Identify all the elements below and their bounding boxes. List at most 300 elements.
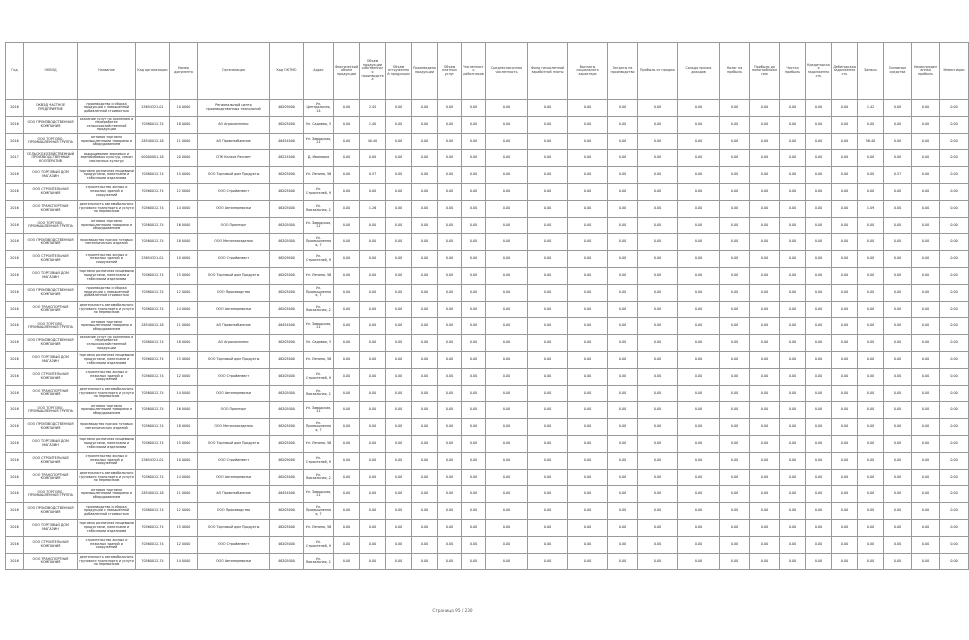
table-cell: 0.00 <box>750 116 780 133</box>
table-cell: 0.00 <box>806 167 832 184</box>
table-cell: ООО ПРОИЗВОДСТВЕННАЯ КОМПАНИЯ <box>24 335 78 352</box>
table-cell: 0.00 <box>832 419 858 436</box>
table-cell: 0.00 <box>832 368 858 385</box>
table-cell: 70560012-74 <box>136 469 170 486</box>
table-cell: 0.00 <box>334 486 360 503</box>
table-cell: 12 0000 <box>170 368 198 385</box>
table-cell: 46454000 <box>270 486 304 503</box>
table-cell: 16 0000 <box>170 402 198 419</box>
table-cell: деятельность автомобильного грузового транспорта и услуги по перевозкам <box>78 469 136 486</box>
table-cell: 0.00 <box>568 200 608 217</box>
table-cell: 0.00 <box>386 116 412 133</box>
table-cell: 0.00 <box>720 301 750 318</box>
table-cell: 0.00 <box>438 284 462 301</box>
table-cell: 46205000 <box>270 335 304 352</box>
table-cell: 0.00 <box>720 469 750 486</box>
table-cell: Ул. Заводская, 21 <box>304 486 334 503</box>
table-cell: 0.00 <box>832 150 858 167</box>
table-cell: ООО Промторг <box>198 402 270 419</box>
table-cell: 0.00 <box>438 100 462 117</box>
table-cell: 0.00 <box>568 452 608 469</box>
table-cell: 0.00 <box>608 368 638 385</box>
table-cell: 0.00 <box>912 301 940 318</box>
table-cell: 0.00 <box>438 368 462 385</box>
table-cell: 0.00 <box>780 503 806 520</box>
table-cell: 0.00 <box>940 335 969 352</box>
table-cell: 0.00 <box>858 116 884 133</box>
table-cell: 0.00 <box>568 251 608 268</box>
table-cell: ООО Автоперевозки <box>198 385 270 402</box>
table-cell: 0.00 <box>912 100 940 117</box>
table-cell: 0.00 <box>806 385 832 402</box>
table-cell: 0.00 <box>334 217 360 234</box>
table-cell: 0.00 <box>638 486 678 503</box>
table-cell: 0.00 <box>386 234 412 251</box>
table-cell: 0.00 <box>912 251 940 268</box>
table-cell: 0.00 <box>750 519 780 536</box>
table-cell: Региональный центр производственных технологий <box>198 100 270 117</box>
table-cell: 0.00 <box>412 133 438 150</box>
table-cell: 0.00 <box>334 167 360 184</box>
table-cell: 0.00 <box>528 100 568 117</box>
table-cell: 46209000 <box>270 251 304 268</box>
table-cell: 0.00 <box>608 385 638 402</box>
table-row <box>6 503 969 520</box>
table-cell: 0.00 <box>678 368 720 385</box>
table-cell: 70560012-74 <box>136 368 170 385</box>
table-cell: 0.00 <box>360 301 386 318</box>
table-cell: 18 0000 <box>170 116 198 133</box>
table-cell: 0.00 <box>486 435 528 452</box>
table-cell: 0.00 <box>720 100 750 117</box>
table-cell: ООО ТОРГОВО-ПРОМЫШЛЕННАЯ ГРУППА <box>24 217 78 234</box>
column-header: Номер документа <box>170 43 198 100</box>
table-cell: 46205000 <box>270 419 304 436</box>
table-cell: 0.00 <box>750 284 780 301</box>
table-cell: 0.00 <box>568 486 608 503</box>
table-cell: 0.00 <box>940 452 969 469</box>
table-cell: 0.00 <box>386 435 412 452</box>
table-cell: 0.00 <box>568 284 608 301</box>
table-cell: 0.00 <box>412 234 438 251</box>
table-cell: 0.00 <box>438 234 462 251</box>
table-cell: 0.00 <box>912 469 940 486</box>
table-cell: 10 0000 <box>170 100 198 117</box>
table-cell: 0.00 <box>638 469 678 486</box>
table-cell: 0.00 <box>438 200 462 217</box>
table-cell: 0.00 <box>940 385 969 402</box>
table-row <box>6 217 969 234</box>
table-cell: 46209000 <box>270 452 304 469</box>
table-cell: 2016 <box>6 200 24 217</box>
table-cell: 0.00 <box>568 133 608 150</box>
table-cell: 0.00 <box>750 536 780 553</box>
table-cell: 0.00 <box>528 335 568 352</box>
table-cell: 0.00 <box>412 335 438 352</box>
table-cell: оптовая торговля промышленными товарами и оборудованием <box>78 217 136 234</box>
table-cell: 0.00 <box>832 133 858 150</box>
table-cell: 0.00 <box>486 419 528 436</box>
table-cell: ООО ПРОИЗВОДСТВЕННАЯ КОМПАНИЯ <box>24 284 78 301</box>
table-cell: деятельность автомобильного грузового транспорта и услуги по перевозкам <box>78 553 136 570</box>
table-cell: 0.00 <box>750 503 780 520</box>
table-cell: 0.00 <box>858 301 884 318</box>
table-cell: Ул. Промышленная, 7 <box>304 503 334 520</box>
table-cell: 0.00 <box>720 251 750 268</box>
table-cell: 0.00 <box>568 402 608 419</box>
table-cell: 0.00 <box>940 536 969 553</box>
table-cell: ООО Торговый дом Продукты <box>198 267 270 284</box>
table-cell: 2016 <box>6 351 24 368</box>
table-cell: 0.00 <box>912 234 940 251</box>
table-cell: 0.00 <box>638 452 678 469</box>
table-cell: ООО ТРАНСПОРТНАЯ КОМПАНИЯ <box>24 553 78 570</box>
table-cell: 0.00 <box>912 183 940 200</box>
table-cell: 0.00 <box>528 469 568 486</box>
table-cell: 0.00 <box>334 368 360 385</box>
table-cell: ООО ТОРГОВЫЙ ДОМ МАГАЗИН <box>24 435 78 452</box>
table-cell: 46205000 <box>270 553 304 570</box>
table-cell: 0.00 <box>568 368 608 385</box>
table-cell: 0.00 <box>528 200 568 217</box>
table-cell: 0.00 <box>780 368 806 385</box>
table-cell: 0.00 <box>858 368 884 385</box>
table-cell: 0.00 <box>334 200 360 217</box>
table-cell: 0.00 <box>858 217 884 234</box>
table-cell: 2016 <box>6 133 24 150</box>
table-cell: 0.00 <box>360 536 386 553</box>
column-header: Адрес <box>304 43 334 100</box>
table-row <box>6 116 969 133</box>
table-cell: 0.00 <box>780 402 806 419</box>
table-cell: 0.00 <box>940 217 969 234</box>
table-cell: 0.00 <box>832 519 858 536</box>
table-cell: 0.00 <box>806 100 832 117</box>
table-cell: 0.00 <box>884 419 912 436</box>
table-cell: производство и сборка продукции с повышенной добавленной стоимостью <box>78 284 136 301</box>
table-cell: 0.00 <box>412 469 438 486</box>
table-cell: 2016 <box>6 116 24 133</box>
table-cell: 25654321-01 <box>136 251 170 268</box>
table-cell: 0.00 <box>940 150 969 167</box>
table-cell: ООО Стройинвест <box>198 452 270 469</box>
table-row <box>6 536 969 553</box>
table-cell: 0.00 <box>638 116 678 133</box>
table-cell: 0.00 <box>412 251 438 268</box>
table-cell: 0.00 <box>720 536 750 553</box>
table-cell: 2016 <box>6 385 24 402</box>
table-cell: 0.00 <box>858 452 884 469</box>
table-cell: 0.00 <box>486 486 528 503</box>
table-cell: 0.00 <box>638 519 678 536</box>
table-cell: 0.00 <box>386 402 412 419</box>
table-cell: 0.00 <box>806 200 832 217</box>
table-cell: 0.00 <box>940 351 969 368</box>
table-cell: 0.00 <box>386 200 412 217</box>
table-cell: 0.00 <box>806 234 832 251</box>
table-cell: 0.00 <box>884 267 912 284</box>
table-cell: 0.00 <box>678 116 720 133</box>
table-cell: 0.00 <box>750 469 780 486</box>
column-header: Налог на прибыль <box>720 43 750 100</box>
table-cell: 0.00 <box>780 167 806 184</box>
table-cell: ООО СТРОИТЕЛЬНАЯ КОМПАНИЯ <box>24 452 78 469</box>
table-cell: 0.00 <box>678 351 720 368</box>
table-cell: строительство жилых и нежилых зданий и сооружений <box>78 452 136 469</box>
table-cell: ООО Стройинвест <box>198 183 270 200</box>
table-cell: Ул. Садовая, 3 <box>304 335 334 352</box>
table-cell: 0.00 <box>462 519 486 536</box>
table-cell: 0.00 <box>832 503 858 520</box>
table-row <box>6 251 969 268</box>
table-cell: 0.00 <box>780 486 806 503</box>
table-cell: Ул. Ленина, 56 <box>304 167 334 184</box>
table-cell: 15 0000 <box>170 519 198 536</box>
table-cell: 0.00 <box>360 351 386 368</box>
table-cell: 0.00 <box>608 419 638 436</box>
table-cell: 0.00 <box>858 167 884 184</box>
table-cell: 46205000 <box>270 267 304 284</box>
table-cell: 0.00 <box>806 503 832 520</box>
data-table <box>5 42 969 570</box>
table-cell: 0.00 <box>750 100 780 117</box>
table-cell: торговля розничная пищевыми продуктами, напитками и табачными изделиями <box>78 267 136 284</box>
table-cell: 0.00 <box>750 553 780 570</box>
table-cell: 0.00 <box>806 486 832 503</box>
table-cell: 0.00 <box>360 435 386 452</box>
table-cell: 70560012-74 <box>136 402 170 419</box>
table-cell: ООО СТРОИТЕЛЬНАЯ КОМПАНИЯ <box>24 368 78 385</box>
table-cell: 0.00 <box>940 183 969 200</box>
table-cell: 0.00 <box>568 267 608 284</box>
table-cell: 0.00 <box>780 251 806 268</box>
table-cell: 0.00 <box>568 217 608 234</box>
table-cell: ООО СТРОИТЕЛЬНАЯ КОМПАНИЯ <box>24 536 78 553</box>
table-cell: ООО Стройинвест <box>198 251 270 268</box>
table-cell: деятельность автомобильного грузового транспорта и услуги по перевозкам <box>78 301 136 318</box>
table-cell: 46209000 <box>270 100 304 117</box>
table-cell: АО Агрокомплекс <box>198 335 270 352</box>
table-cell: 0.00 <box>386 335 412 352</box>
table-cell: 0.00 <box>858 385 884 402</box>
table-cell: 0.00 <box>678 553 720 570</box>
table-row <box>6 133 969 150</box>
table-cell: 0.00 <box>568 435 608 452</box>
table-cell: 0.00 <box>884 217 912 234</box>
table-cell: 0.00 <box>638 419 678 436</box>
table-cell: 0.00 <box>806 267 832 284</box>
table-cell: 0.00 <box>780 553 806 570</box>
table-cell: 0.00 <box>386 133 412 150</box>
table-cell: 0.00 <box>462 385 486 402</box>
table-cell: 0.00 <box>858 469 884 486</box>
table-cell: 0.00 <box>912 116 940 133</box>
table-cell: АО Агрокомплекс <box>198 116 270 133</box>
table-cell: 0.00 <box>608 217 638 234</box>
table-cell: 0.00 <box>806 133 832 150</box>
table-cell: 0.00 <box>386 519 412 536</box>
table-cell: 0.00 <box>462 469 486 486</box>
table-cell: 70560012-74 <box>136 335 170 352</box>
table-cell: 0.00 <box>832 100 858 117</box>
table-cell: 0.00 <box>386 251 412 268</box>
table-cell: 0.00 <box>638 284 678 301</box>
table-cell: 70560012-74 <box>136 116 170 133</box>
table-cell: 70560012-74 <box>136 234 170 251</box>
table-cell: 70560012-74 <box>136 167 170 184</box>
page-footer: Страница 95 / 230 <box>432 608 473 613</box>
table-cell: 12 0000 <box>170 503 198 520</box>
table-cell: 0.00 <box>438 519 462 536</box>
table-cell: 0.00 <box>334 536 360 553</box>
table-cell: 0.00 <box>412 318 438 335</box>
table-cell: 0.00 <box>720 284 750 301</box>
table-cell: ООО Автоперевозки <box>198 553 270 570</box>
table-row <box>6 519 969 536</box>
table-cell: 15 0000 <box>170 267 198 284</box>
table-cell: 0.00 <box>780 385 806 402</box>
table-cell: Ул. Строителей, 9 <box>304 452 334 469</box>
table-cell: 0.00 <box>486 385 528 402</box>
table-cell: 0.00 <box>780 419 806 436</box>
table-cell: 0.00 <box>912 167 940 184</box>
table-cell: 0.00 <box>360 469 386 486</box>
table-cell: 0.00 <box>360 267 386 284</box>
table-cell: Ул. Строителей, 9 <box>304 368 334 385</box>
table-cell: Ул. Вокзальная, 2 <box>304 553 334 570</box>
table-cell: 46205000 <box>270 183 304 200</box>
table-cell: 0.00 <box>462 419 486 436</box>
table-cell: строительство жилых и нежилых зданий и сооружений <box>78 183 136 200</box>
table-cell: 0.00 <box>412 267 438 284</box>
table-cell: 0.00 <box>884 301 912 318</box>
table-cell: 0.00 <box>386 536 412 553</box>
table-cell: 0.00 <box>720 519 750 536</box>
column-header: Организация <box>198 43 270 100</box>
table-cell: 0.00 <box>940 301 969 318</box>
table-cell: 70560012-74 <box>136 536 170 553</box>
table-cell: 0.00 <box>412 150 438 167</box>
table-cell: 0.00 <box>940 318 969 335</box>
table-cell: 0.00 <box>780 133 806 150</box>
table-cell: 0.00 <box>412 368 438 385</box>
table-cell: ООО Торговый дом Продукты <box>198 519 270 536</box>
table-cell: 0.00 <box>940 553 969 570</box>
table-cell: 70560012-74 <box>136 183 170 200</box>
table-cell: 0.00 <box>528 150 568 167</box>
table-cell: 0.00 <box>858 486 884 503</box>
table-cell: 0.00 <box>334 301 360 318</box>
table-cell: 46205000 <box>270 385 304 402</box>
table-cell: 0.00 <box>386 100 412 117</box>
table-cell: 0.00 <box>884 351 912 368</box>
table-cell: 0.00 <box>486 284 528 301</box>
table-cell: 0.00 <box>832 318 858 335</box>
table-cell: 0.00 <box>678 536 720 553</box>
table-cell: 0.00 <box>608 351 638 368</box>
table-cell: 0.00 <box>334 100 360 117</box>
table-cell: 0.00 <box>750 335 780 352</box>
table-cell: 0.00 <box>334 234 360 251</box>
table-cell: 0.00 <box>334 150 360 167</box>
table-cell: Ул. Вокзальная, 2 <box>304 385 334 402</box>
table-cell: 0.00 <box>412 301 438 318</box>
table-cell: 18 0000 <box>170 335 198 352</box>
table-cell: Ул. Вокзальная, 2 <box>304 469 334 486</box>
table-cell: 0.00 <box>334 335 360 352</box>
table-cell: торговля розничная пищевыми продуктами, напитками и табачными изделиями <box>78 351 136 368</box>
column-header: Название <box>78 43 136 100</box>
table-cell: 0.00 <box>750 452 780 469</box>
table-cell: 0.00 <box>608 167 638 184</box>
table-cell: 0.00 <box>360 385 386 402</box>
table-cell: 0.00 <box>678 217 720 234</box>
table-cell: 40.40 <box>360 133 386 150</box>
table-cell: 0.00 <box>884 486 912 503</box>
table-cell: 0.00 <box>884 553 912 570</box>
table-cell: 0.00 <box>678 284 720 301</box>
column-header: Объем отгруженной продукции <box>386 43 412 100</box>
table-cell: 0.00 <box>940 234 969 251</box>
table-cell: 0.00 <box>438 419 462 436</box>
table-cell: 0.00 <box>638 318 678 335</box>
table-cell: 0.00 <box>678 251 720 268</box>
table-cell: 0.00 <box>780 116 806 133</box>
table-cell: 15 0000 <box>170 167 198 184</box>
column-header: Основные средства <box>884 43 912 100</box>
table-cell: 0.00 <box>750 385 780 402</box>
table-cell: ООО ПРОИЗВОДСТВЕННАЯ КОМПАНИЯ <box>24 234 78 251</box>
table-cell: СЕЛЬСКОХОЗЯЙСТВЕННЫЙ ПРОИЗВОДСТВЕННЫЙ КООПЕРАТИВ <box>24 150 78 167</box>
table-cell: 0.00 <box>806 469 832 486</box>
table-cell: 0.00 <box>334 116 360 133</box>
table-cell: Ул. Садовая, 3 <box>304 116 334 133</box>
table-cell: ООО Производство <box>198 284 270 301</box>
table-cell: 0.00 <box>806 536 832 553</box>
table-cell: 0.00 <box>486 402 528 419</box>
table-cell: 0.00 <box>528 301 568 318</box>
table-cell: 0.00 <box>528 368 568 385</box>
table-cell: 0.00 <box>438 150 462 167</box>
table-cell: 46205000 <box>270 519 304 536</box>
table-cell: 0.00 <box>486 452 528 469</box>
table-cell: 0.00 <box>360 503 386 520</box>
table-cell: 0.00 <box>334 469 360 486</box>
table-cell: 0.00 <box>462 402 486 419</box>
table-cell: 0.00 <box>720 267 750 284</box>
table-cell: 0.00 <box>638 167 678 184</box>
table-cell: торговля розничная пищевыми продуктами, напитками и табачными изделиями <box>78 435 136 452</box>
table-cell: 0.00 <box>486 267 528 284</box>
table-cell: 0.00 <box>438 217 462 234</box>
table-cell: 0.00 <box>678 486 720 503</box>
table-cell: 11 0000 <box>170 133 198 150</box>
table-cell: 2016 <box>6 519 24 536</box>
table-cell: 0.00 <box>780 217 806 234</box>
table-cell: 0.00 <box>638 200 678 217</box>
table-row <box>6 267 969 284</box>
table-cell: 46205000 <box>270 116 304 133</box>
table-cell: ООО ТОРГОВО-ПРОМЫШЛЕННАЯ ГРУППА <box>24 133 78 150</box>
table-cell: 20 0000 <box>170 150 198 167</box>
table-cell: 0.00 <box>678 100 720 117</box>
table-cell: 46205000 <box>270 469 304 486</box>
table-cell: 0.00 <box>360 183 386 200</box>
header-row <box>6 43 969 100</box>
table-cell: 0.00 <box>568 385 608 402</box>
table-cell: 0.00 <box>780 234 806 251</box>
table-cell: 0.00 <box>678 183 720 200</box>
